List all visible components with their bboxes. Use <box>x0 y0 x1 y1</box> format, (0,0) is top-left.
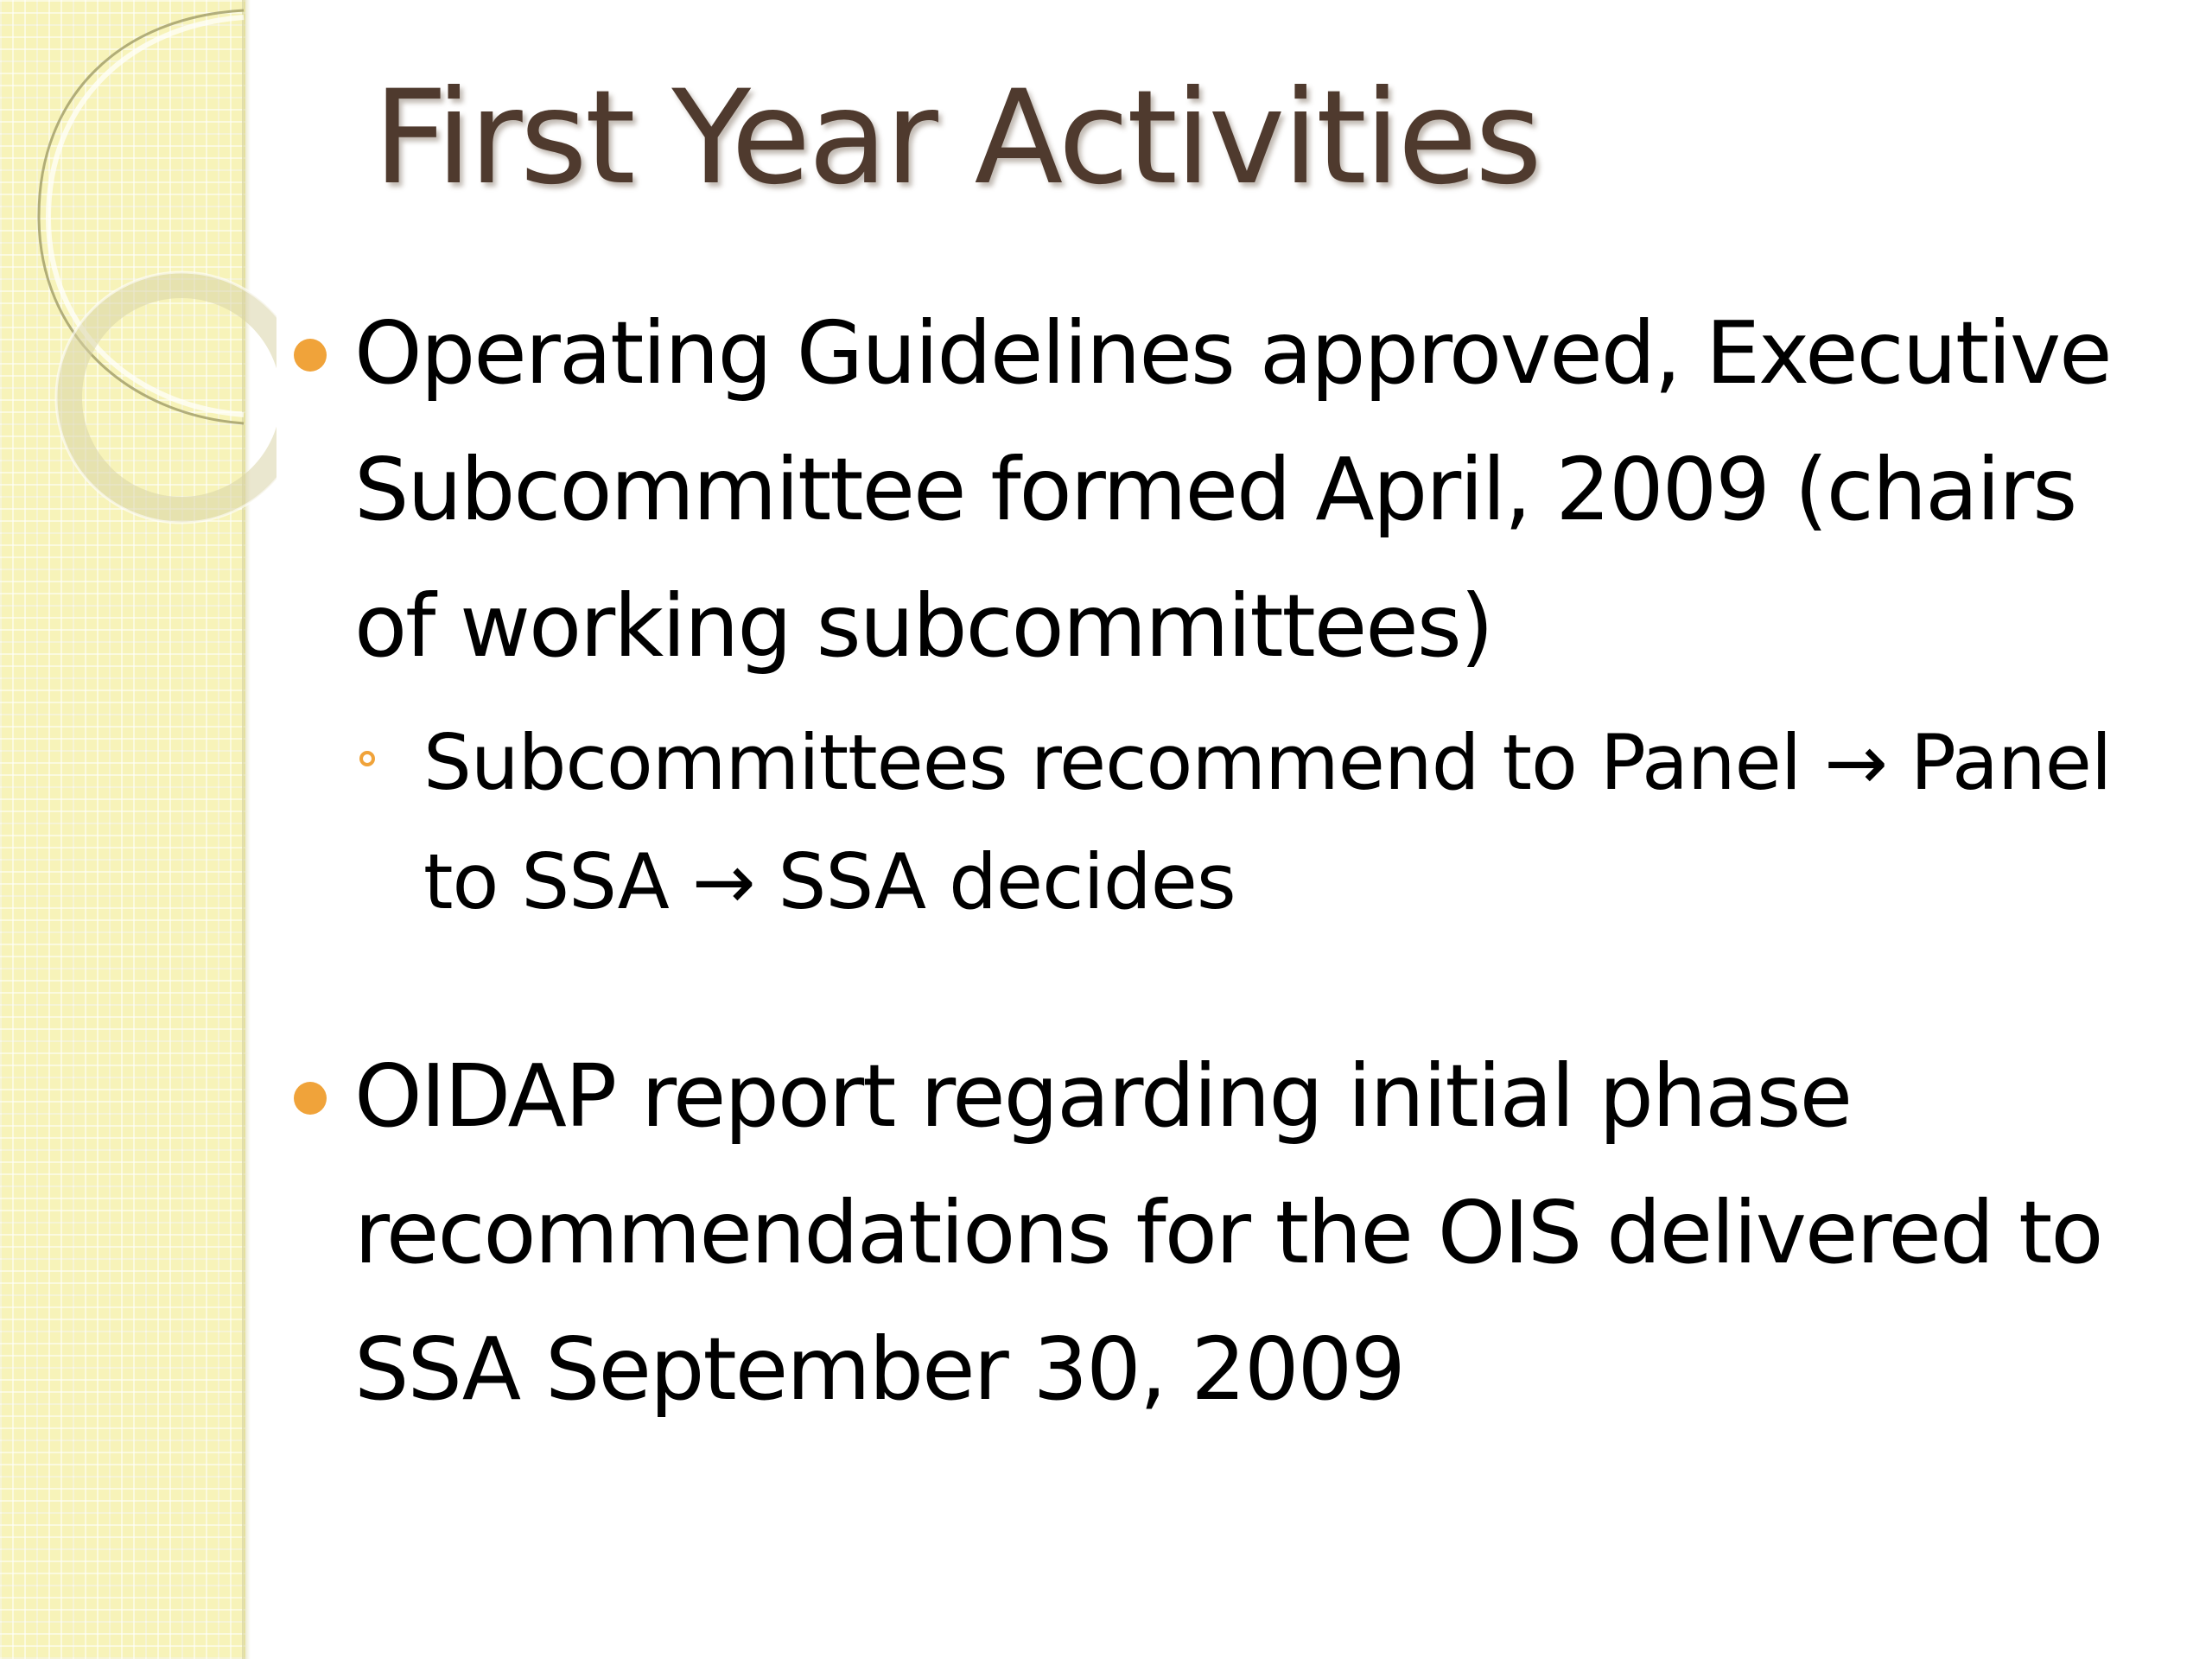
bullet-item <box>294 285 2152 695</box>
bullet-dot-icon <box>294 339 327 372</box>
sub-bullet-item <box>359 703 2152 942</box>
bullet-text: Operating Guidelines approved, Executive Subcommittee formed April, 2009 (chairs of working subcommittees) <box>354 302 2111 677</box>
bullet-item <box>294 1028 2152 1438</box>
decorative-rings <box>0 0 276 553</box>
bullet-text: OIDAP report regarding initial phase recommendations for the OIS delivered to SSA September 30, 2009 <box>354 1046 2102 1420</box>
sub-bullet-ring-icon <box>359 751 375 766</box>
bullet-dot-icon <box>294 1082 327 1115</box>
slide-body <box>294 285 2152 1438</box>
slide-title: First Year Activities <box>373 63 1540 213</box>
spacer <box>294 942 2152 1028</box>
sub-bullet-text: Subcommittees recommend to Panel → Panel to SSA → SSA decides <box>423 718 2112 926</box>
